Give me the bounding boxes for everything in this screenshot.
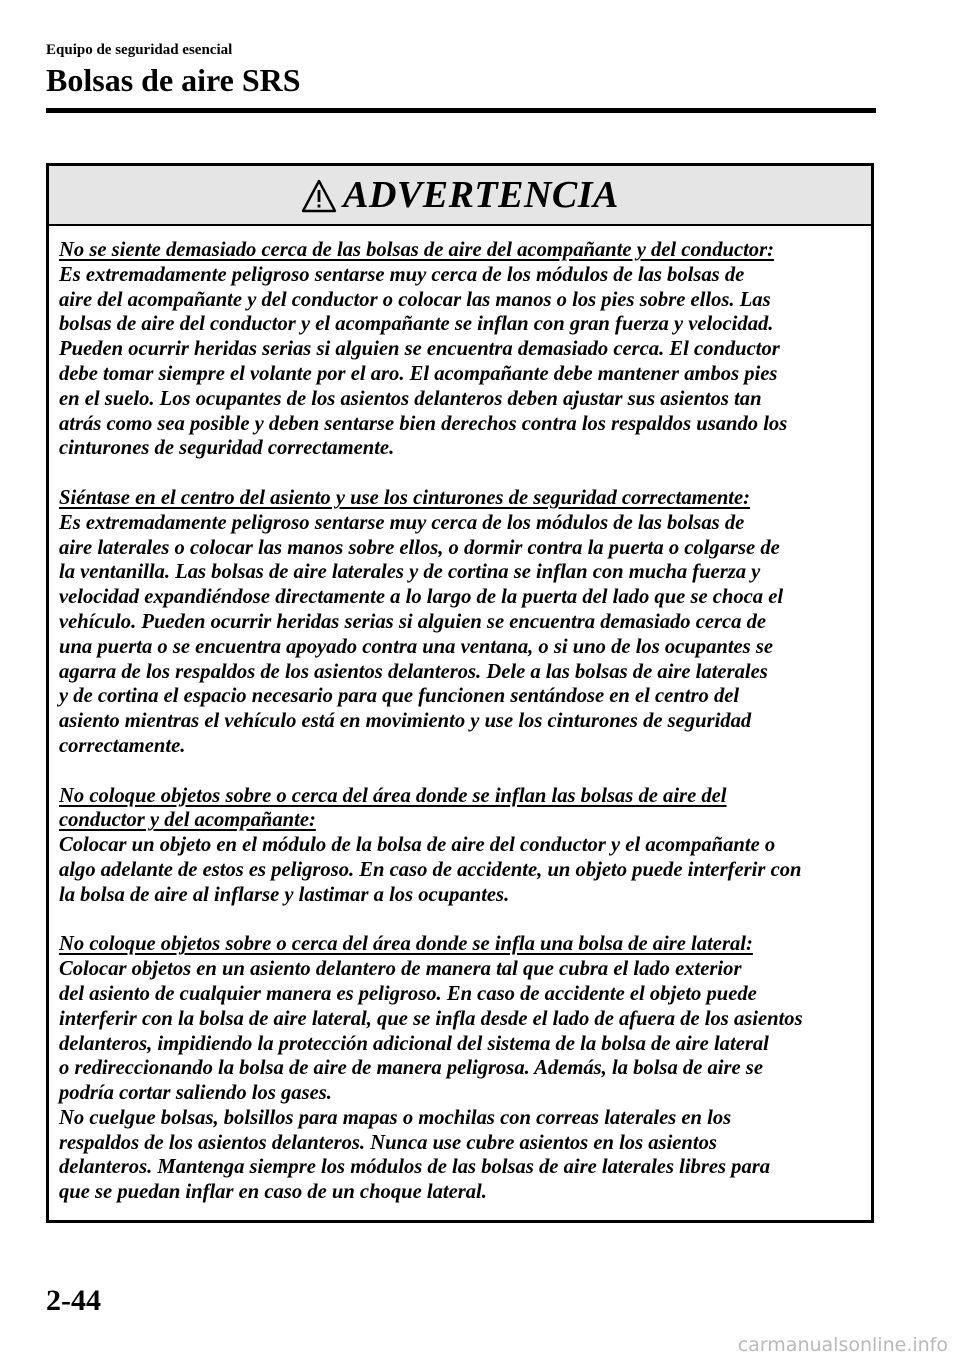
paragraph-line: o redireccionando la bolsa de aire de manera peligrosa. Además, la bolsa de aire se [59, 1057, 763, 1080]
paragraph-line: y de cortina el espacio necesario para que funcionen sentándose en el centro del [59, 685, 740, 708]
paragraph-line: velocidad expandiéndose directamente a lo largo de la puerta del lado que se choca el [59, 586, 784, 609]
paragraph-line: del asiento de cualquier manera es peligroso. En caso de accidente el objeto puede [59, 982, 757, 1005]
warning-paragraph [59, 238, 861, 461]
paragraph-line: cinturones de seguridad correctamente. [59, 437, 395, 460]
paragraph-line: atrás como sea posible y deben sentarse bien derechos contra los respaldos usando los [59, 412, 788, 435]
paragraph-line: bolsas de aire del conductor y el acompañante se inflan con gran fuerza y velocidad. [59, 313, 774, 336]
paragraph-line: la bolsa de aire al inflarse y lastimar a los ocupantes. [59, 883, 510, 906]
paragraph-line: Es extremadamente peligroso sentarse muy cerca de los módulos de las bolsas de [59, 263, 745, 286]
page-number: 2-44 [46, 1284, 101, 1317]
paragraph-line: aire del acompañante y del conductor o colocar las manos o los pies sobre ellos. Las [59, 288, 771, 311]
paragraph-line: respaldos de los asientos delanteros. Nunca use cubre asientos en los asientos [59, 1131, 717, 1154]
warning-paragraph [59, 932, 861, 1205]
paragraph-heading: Siéntase en el centro del asiento y use los cinturones de seguridad correctamente: [59, 486, 751, 509]
paragraph-line: Es extremadamente peligroso sentarse muy cerca de los módulos de las bolsas de [59, 511, 745, 534]
paragraph-line: agarra de los respaldos de los asientos delanteros. Dele a las bolsas de aire laterales [59, 660, 768, 683]
paragraph-line: delanteros. Mantenga siempre los módulos de las bolsas de aire laterales libres para [59, 1156, 771, 1179]
warning-header [49, 166, 871, 226]
paragraph-line: Colocar un objeto en el módulo de la bolsa de aire del conductor y el acompañante o [59, 834, 776, 857]
warning-paragraph [59, 486, 861, 759]
paragraph-heading: No coloque objetos sobre o cerca del área donde se infla una bolsa de aire lateral: [59, 933, 753, 956]
watermark: carmanualsonline.info [737, 1334, 948, 1356]
section-label: Equipo de seguridad esencial [46, 42, 233, 58]
paragraph-line: Colocar objetos en un asiento delantero de manera tal que cubra el lado exterior [59, 958, 742, 981]
paragraph-line: que se puedan inflar en caso de un choque lateral. [59, 1181, 487, 1204]
paragraph-line: delanteros, impidiendo la protección adicional del sistema de la bolsa de aire lateral [59, 1032, 769, 1055]
paragraph-line: debe tomar siempre el volante por el aro. El acompañante debe mantener ambos pies [59, 362, 778, 385]
paragraph-line: correctamente. [59, 734, 186, 757]
paragraph-line: podría cortar saliendo los gases. [59, 1082, 332, 1105]
warning-title: ADVERTENCIA [343, 174, 619, 216]
paragraph-line: algo adelante de estos es peligroso. En caso de accidente, un objeto puede interferir con [59, 858, 802, 881]
paragraph-line: una puerta o se encuentra apoyado contra una ventana, o si uno de los ocupantes se [59, 635, 773, 658]
paragraph-heading: conductor y del acompañante: [59, 809, 316, 832]
paragraph-line: Pueden ocurrir heridas serias si alguien se encuentra demasiado cerca. El conductor [59, 338, 780, 361]
paragraph-line: asiento mientras el vehículo está en movimiento y use los cinturones de seguridad [59, 710, 752, 733]
paragraph-line: vehículo. Pueden ocurrir heridas serias si alguien se encuentra demasiado cerca de [59, 610, 767, 633]
warning-paragraph [59, 784, 861, 908]
paragraph-heading: No coloque objetos sobre o cerca del área donde se inflan las bolsas de aire del [59, 784, 727, 807]
paragraph-line: la ventanilla. Las bolsas de aire laterales y de cortina se inflan con mucha fuerza y [59, 561, 761, 584]
page-title: Bolsas de aire SRS [46, 62, 301, 98]
warning-body [49, 226, 871, 1205]
paragraph-line: en el suelo. Los ocupantes de los asientos delanteros deben ajustar sus asientos tan [59, 387, 762, 410]
paragraph-heading: No se siente demasiado cerca de las bolsas de aire del acompañante y del conductor: [59, 239, 774, 261]
paragraph-line: aire laterales o colocar las manos sobre ellos, o dormir contra la puerta o colgarse de [59, 536, 780, 559]
title-divider [46, 108, 876, 113]
paragraph-line: No cuelgue bolsas, bolsillos para mapas o mochilas con correas laterales en los [59, 1106, 732, 1129]
warning-triangle-icon [301, 179, 337, 213]
warning-box [46, 163, 874, 1223]
paragraph-line: interferir con la bolsa de aire lateral, que se infla desde el lado de afuera de los asientos [59, 1007, 803, 1030]
